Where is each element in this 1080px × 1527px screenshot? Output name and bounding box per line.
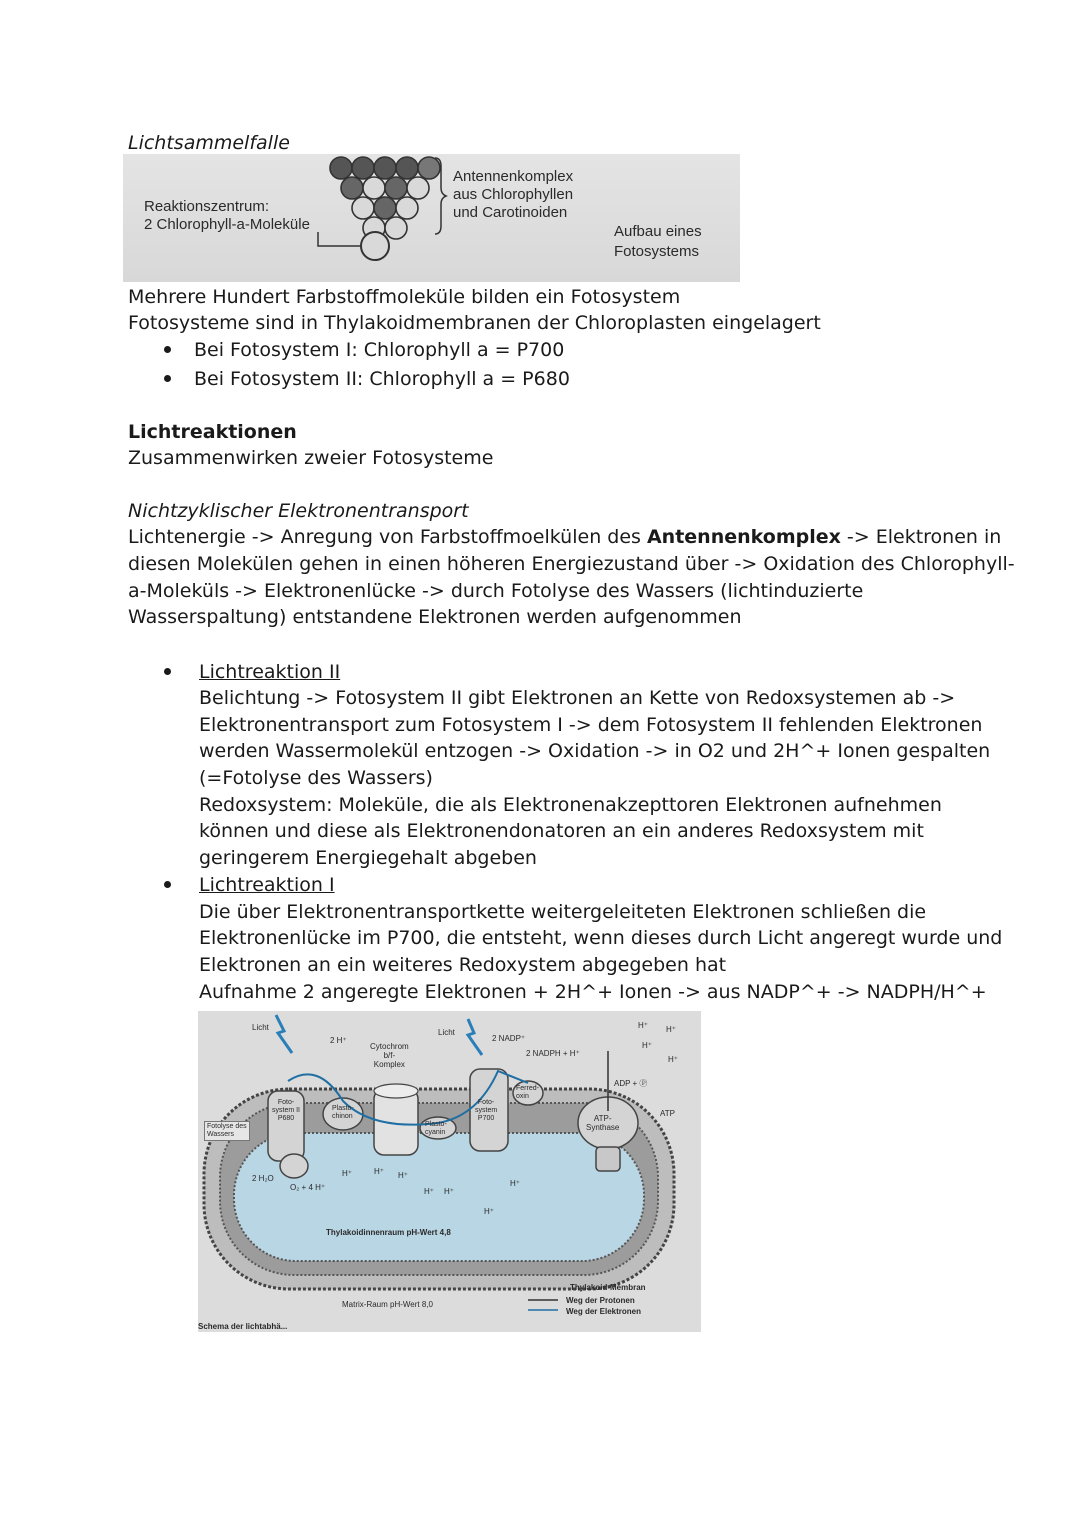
- ferredoxin-label-line2: oxin: [516, 1093, 529, 1100]
- lichtreaktion-2-line: werden Wassermolekül entzogen -> Oxidation -> in O2 und 2H^+ Ionen gespalten: [199, 740, 991, 762]
- proton-label: H⁺: [638, 1021, 648, 1030]
- lichtreaktion-2-line: Redoxsystem: Moleküle, die als Elektronenakzepttoren Elektronen aufnehmen: [199, 794, 942, 816]
- atp-synthase-label-line1: ATP-: [593, 1114, 612, 1123]
- plastoquinone-label-line2: chinon: [332, 1113, 353, 1120]
- plastocyanin-label: [425, 1121, 447, 1137]
- plastoquinone-label: [332, 1105, 354, 1121]
- cytochrome-label: [370, 1042, 409, 1069]
- photosystem-ii-label-line3: P680: [277, 1115, 295, 1122]
- intro-line-2: Fotosysteme sind in Thylakoidmembranen der Chloroplasten eingelagert: [128, 312, 821, 334]
- legend-membrane-label: Thylakoid-Membran: [570, 1283, 646, 1292]
- legend-electrons-label: Weg der Elektronen: [566, 1307, 641, 1316]
- cytochrome-label-line3: Komplex: [373, 1060, 405, 1069]
- bullet-icon: [164, 346, 171, 353]
- lichtreaktion-2-line: geringerem Energiegehalt abgeben: [199, 847, 537, 869]
- atp-synthase-label-line2: Synthase: [586, 1123, 620, 1132]
- atp-label: ATP: [660, 1109, 675, 1118]
- water-photolysis-label-line2: Wassers: [207, 1131, 234, 1138]
- light-reaction-schematic-figure: [198, 1011, 701, 1332]
- photosystem-i-label-line1: Foto-: [477, 1099, 495, 1106]
- adp-label: ADP + Ⓟ: [614, 1079, 648, 1088]
- nichtzyklisch-line-3: a-Moleküls -> Elektronenlücke -> durch Fotolyse des Wassers (lichtinduzierte: [128, 580, 864, 602]
- bullet-icon: [164, 881, 171, 888]
- photosystem-ii-label-line2: system II: [272, 1107, 301, 1114]
- nadp-label: 2 NADP⁺: [492, 1034, 526, 1043]
- lumen-label: Thylakoidinnenraum pH-Wert 4,8: [326, 1228, 451, 1237]
- light-label-1: Licht: [252, 1023, 269, 1032]
- proton-label: H⁺: [642, 1041, 652, 1050]
- cytochrome-label-line2: b/f-: [383, 1051, 396, 1060]
- reaction-center-label-line2: 2 Chlorophyll-a-Moleküle: [144, 216, 310, 233]
- section-heading-lichtsammelfalle: Lichtsammelfalle: [128, 132, 290, 154]
- photosystem-ii-label-line1: Foto-: [277, 1099, 295, 1106]
- proton-label: H⁺: [424, 1187, 434, 1196]
- legend-protons-label: Weg der Protonen: [566, 1296, 635, 1305]
- ferredoxin-label: [516, 1085, 539, 1101]
- water-photolysis-label-line1: Fotolyse des: [207, 1123, 247, 1130]
- plastocyanin-label-line1: Plasto-: [425, 1121, 447, 1128]
- reaction-center-connector: [318, 232, 361, 246]
- proton-label: H⁺: [668, 1055, 678, 1064]
- nichtzyklisch-line-1-part-a: Lichtenergie -> Anregung von Farbstoffmoelkülen des: [128, 526, 647, 548]
- reaction-center-label: [144, 198, 310, 234]
- reaction-center-label-line1: Reaktionszentrum:: [144, 198, 270, 215]
- antenna-complex-label: [453, 168, 573, 222]
- plastocyanin-label-line2: cyanin: [425, 1129, 446, 1136]
- lichtreaktion-1-line: Die über Elektronentransportkette weitergeleiteten Elektronen schließen die: [199, 901, 927, 923]
- antenna-label-line3: und Carotinoiden: [453, 204, 568, 221]
- proton-label: H⁺: [374, 1167, 384, 1176]
- proton-label: H⁺: [398, 1171, 408, 1180]
- photosystem-i-label-line3: P700: [477, 1115, 495, 1122]
- proton-label: H⁺: [484, 1207, 494, 1216]
- light-label-2: Licht: [438, 1028, 455, 1037]
- lichtreaktion-2-title: Lichtreaktion II: [199, 661, 341, 683]
- light-bolt-icon: [468, 1019, 482, 1055]
- lichtreaktion-2-line: Elektronentransport zum Fotosystem I -> dem Fotosystem II fehlenden Elektronen: [199, 714, 983, 736]
- nichtzyklisch-line-1-bold: Antennenkomplex: [646, 526, 841, 548]
- proton-label: H⁺: [444, 1187, 454, 1196]
- figure1-caption-line1: Aufbau eines: [614, 223, 702, 240]
- section-heading-nichtzyklisch: Nichtzyklischer Elektronentransport: [128, 500, 469, 522]
- figure1-caption-line2: Fotosystems: [614, 243, 700, 260]
- water-photolysis-label: [204, 1121, 250, 1141]
- antenna-label-line2: aus Chlorophyllen: [453, 186, 574, 203]
- nichtzyklisch-line-1-part-c: -> Elektronen in: [840, 526, 1002, 548]
- intro-bullet-1: Bei Fotosystem I: Chlorophyll a = P700: [194, 339, 565, 361]
- section-heading-lichtreaktionen: Lichtreaktionen: [128, 421, 297, 443]
- lichtreaktion-1-line: Elektronenlücke im P700, die entsteht, wenn dieses durch Licht angeregt wurde und: [199, 927, 1003, 949]
- bullet-icon: [164, 375, 171, 382]
- proton-label: H⁺: [342, 1169, 352, 1178]
- lichtreaktion-2-line: Belichtung -> Fotosystem II gibt Elektronen an Kette von Redoxsystemen ab ->: [199, 687, 956, 709]
- plastoquinone-label-line1: Plasto-: [332, 1105, 354, 1112]
- photosystem-i-label: [475, 1099, 497, 1123]
- lichtreaktion-1-line: Aufnahme 2 angeregte Elektronen + 2H^+ Ionen -> aus NADP^+ -> NADPH/H^+: [199, 981, 987, 1003]
- oxygen-label: O₂ + 4 H⁺: [290, 1183, 326, 1192]
- intro-bullet-2: Bei Fotosystem II: Chlorophyll a = P680: [194, 368, 570, 390]
- lichtreaktion-1-title: Lichtreaktion I: [199, 874, 335, 896]
- bullet-icon: [164, 668, 171, 675]
- nichtzyklisch-line-2: diesen Molekülen gehen in einen höheren Energiezustand über -> Oxidation des Chlorophyll-: [128, 553, 1015, 575]
- figure1-caption: [614, 222, 702, 262]
- figure2-caption: Schema der lichtabhä...: [198, 1322, 288, 1331]
- antenna-label-line1: Antennenkomplex: [453, 168, 574, 185]
- nichtzyklisch-line-4: Wasserspaltung) entstandene Elektronen werden aufgenommen: [128, 606, 742, 628]
- cytochrome-label-line1: Cytochrom: [370, 1042, 409, 1051]
- photosystem-i-label-line2: system: [475, 1107, 498, 1114]
- two-h-label: 2 H⁺: [330, 1036, 347, 1045]
- lichtreaktionen-subtitle: Zusammenwirken zweier Fotosysteme: [128, 447, 494, 469]
- nichtzyklisch-line-1: [128, 524, 1001, 551]
- light-bolt-icon: [276, 1015, 292, 1053]
- antenna-pigments-icon: [330, 157, 440, 260]
- photosystem-structure-figure: [123, 154, 740, 282]
- intro-line-1: Mehrere Hundert Farbstoffmoleküle bilden ein Fotosystem: [128, 286, 681, 308]
- water-label: 2 H₂O: [252, 1174, 274, 1183]
- atp-synthase-label: [586, 1114, 619, 1132]
- proton-label: H⁺: [510, 1179, 520, 1188]
- ferredoxin-label-line1: Ferred-: [516, 1085, 539, 1092]
- lichtreaktion-2-line: können und diese als Elektronendonatoren an ein anderes Redoxsystem mit: [199, 820, 924, 842]
- lichtreaktion-1-line: Elektronen an ein weiteres Redoxystem abgegeben hat: [199, 954, 727, 976]
- proton-label: H⁺: [666, 1025, 676, 1034]
- nadph-label: 2 NADPH + H⁺: [526, 1049, 580, 1058]
- photosystem-ii-label: [272, 1099, 300, 1123]
- lichtreaktion-2-line: (=Fotolyse des Wassers): [199, 767, 433, 789]
- cytochrome-complex-icon: [374, 1084, 418, 1155]
- matrix-label: Matrix-Raum pH-Wert 8,0: [342, 1300, 433, 1309]
